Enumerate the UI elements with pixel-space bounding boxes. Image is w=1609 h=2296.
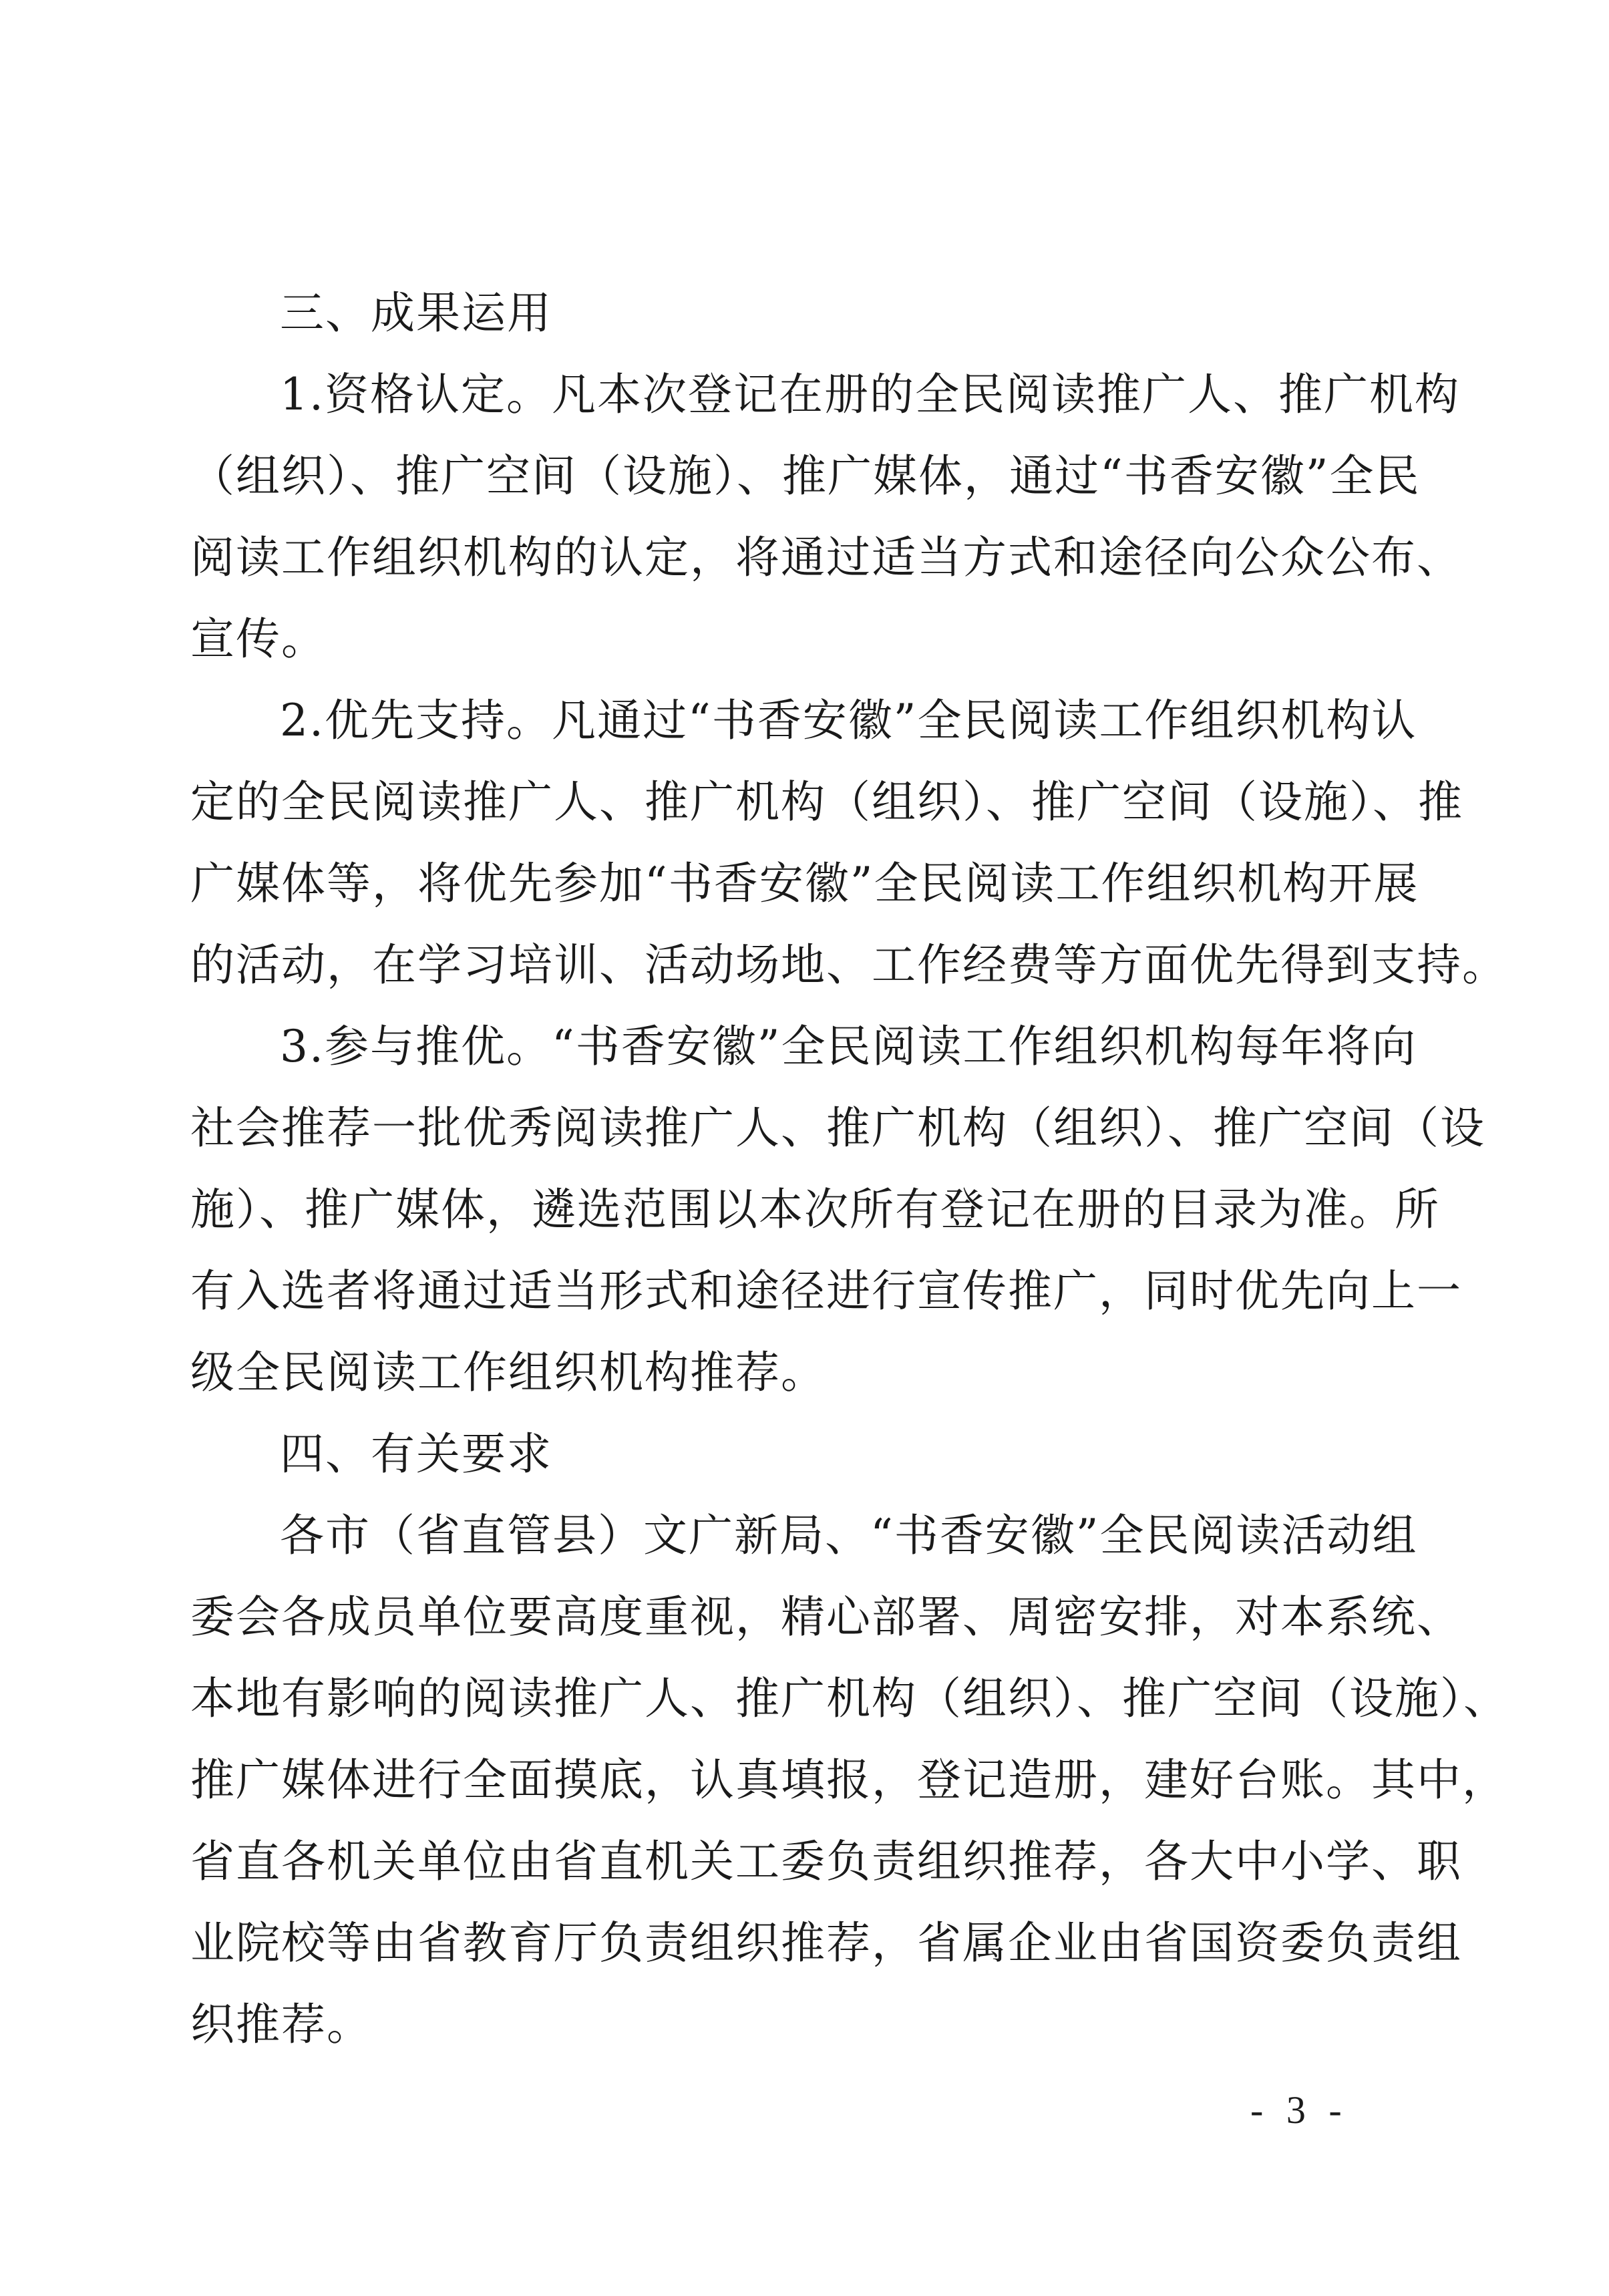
paragraph-line: 社会推荐一批优秀阅读推广人、推广机构（组织）、推广空间（设 [190,1102,1485,1154]
paragraph-line: 广媒体等，将优先参加“书香安徽”全民阅读工作组织机构开展 [190,858,1419,909]
paragraph-line: 施）、推广媒体，遴选范围以本次所有登记在册的目录为准。所 [190,1184,1440,1235]
paragraph-line: 推广媒体进行全面摸底，认真填报，登记造册，建好台账。其中， [190,1754,1507,1806]
section-heading: 四、有关要求 [280,1428,552,1480]
paragraph-line: 的活动，在学习培训、活动场地、工作经费等方面优先得到支持。 [190,939,1507,991]
paragraph-line: 阅读工作组织机构的认定，将通过适当方式和途径向公众公布、 [190,532,1462,583]
paragraph-line: 各市（省直管县）文广新局、“书香安徽”全民阅读活动组 [280,1510,1418,1561]
paragraph-line: 3.参与推优。“书香安徽”全民阅读工作组织机构每年将向 [280,1021,1417,1072]
paragraph-line: 宣传。 [190,613,327,665]
paragraph-line: 级全民阅读工作组织机构推荐。 [190,1347,826,1398]
section-heading: 三、成果运用 [280,287,552,339]
page-number: - 3 - [1250,2088,1349,2132]
paragraph-line: 定的全民阅读推广人、推广机构（组织）、推广空间（设施）、推 [190,776,1463,828]
paragraph-line: 1.资格认定。凡本次登记在册的全民阅读推广人、推广机构 [280,369,1460,420]
paragraph-line: 2.优先支持。凡通过“书香安徽”全民阅读工作组织机构认 [280,695,1417,746]
document-body [190,273,1509,2066]
paragraph-line: 织推荐。 [190,1999,372,2050]
paragraph-line: （组织）、推广空间（设施）、推广媒体，通过“书香安徽”全民 [190,450,1421,502]
paragraph-line: 本地有影响的阅读推广人、推广机构（组织）、推广空间（设施）、 [190,1673,1509,1724]
paragraph-line: 有入选者将通过适当形式和途径进行宣传推广，同时优先向上一 [190,1265,1462,1317]
paragraph-line: 省直各机关单位由省直机关工委负责组织推荐，各大中小学、职 [190,1836,1462,1887]
paragraph-line: 业院校等由省教育厅负责组织推荐，省属企业由省国资委负责组 [190,1917,1462,1969]
paragraph-line: 委会各成员单位要高度重视，精心部署、周密安排，对本系统、 [190,1591,1462,1643]
